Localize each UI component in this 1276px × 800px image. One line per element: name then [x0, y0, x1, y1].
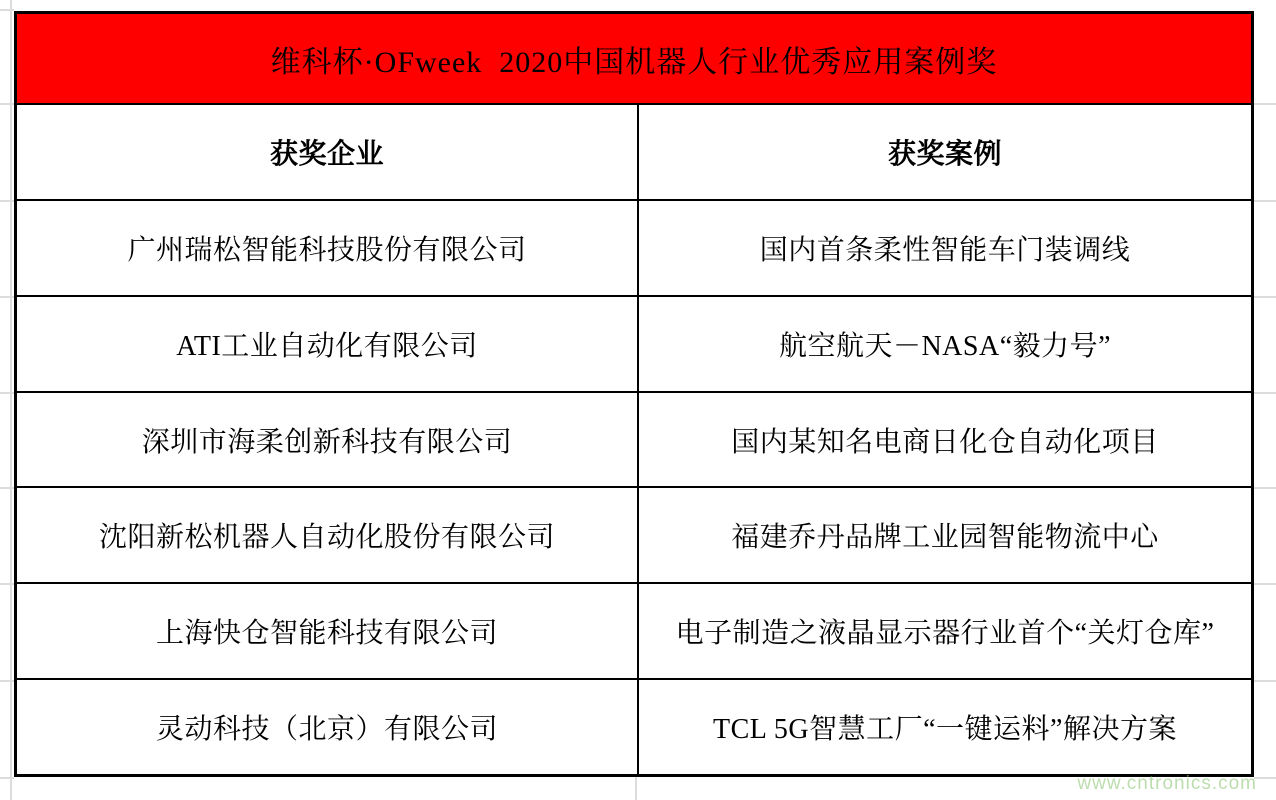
- gridline-tick: [0, 200, 14, 202]
- gridline-tick: [1254, 777, 1276, 779]
- case-cell: 国内首条柔性智能车门装调线: [759, 234, 1131, 266]
- case-cell: 电子制造之液晶显示器行业首个“关灯仓库”: [675, 618, 1215, 650]
- case-cell: 航空航天－NASA“毅力号”: [778, 330, 1112, 362]
- gridline-tick: [1254, 392, 1276, 394]
- case-cell: 国内某知名电商日化仓自动化项目: [731, 426, 1159, 458]
- award-table: [14, 11, 1254, 777]
- gridline-vertical-below-table: [635, 777, 637, 800]
- company-cell: 灵动科技（北京）有限公司: [17, 680, 639, 774]
- table-row: [17, 391, 1251, 487]
- gridline-tick: [1254, 487, 1276, 489]
- gridline-tick: [0, 777, 14, 779]
- company-cell: 沈阳新松机器人自动化股份有限公司: [17, 488, 639, 582]
- table-row: [17, 678, 1251, 774]
- company-cell: 广州瑞松智能科技股份有限公司: [17, 201, 639, 295]
- watermark: www.cntronics.com: [1077, 773, 1257, 794]
- case-cell: 福建乔丹品牌工业园智能物流中心: [731, 522, 1159, 554]
- case-cell: TCL 5G智慧工厂“一键运料”解决方案: [713, 714, 1177, 746]
- gridline-tick: [0, 487, 14, 489]
- gridline-tick: [0, 680, 14, 682]
- gridline-tick: [0, 9, 14, 11]
- gridline-tick: [0, 583, 14, 585]
- gridline-tick: [0, 392, 14, 394]
- gridline-tick: [1254, 680, 1276, 682]
- gridline-tick: [0, 103, 14, 105]
- gridline-tick: [0, 296, 14, 298]
- table-row: [17, 486, 1251, 582]
- table-title-banner: [17, 14, 1251, 103]
- gridline-tick: [1254, 200, 1276, 202]
- table-row: [17, 199, 1251, 295]
- column-header-case: 获奖案例: [887, 138, 1002, 170]
- company-cell: 深圳市海柔创新科技有限公司: [17, 393, 639, 487]
- gridline-tick: [1254, 103, 1276, 105]
- gridline-tick: [1254, 296, 1276, 298]
- company-cell: ATI工业自动化有限公司: [17, 297, 639, 391]
- company-cell: 上海快仓智能科技有限公司: [17, 584, 639, 678]
- table-title: 维科杯·OFweek 2020中国机器人行业优秀应用案例奖: [270, 45, 998, 79]
- table-row: [17, 295, 1251, 391]
- table-row: [17, 582, 1251, 678]
- column-header-company: 获奖企业: [17, 105, 639, 199]
- gridline-tick: [1254, 583, 1276, 585]
- table-header-row: [17, 103, 1251, 199]
